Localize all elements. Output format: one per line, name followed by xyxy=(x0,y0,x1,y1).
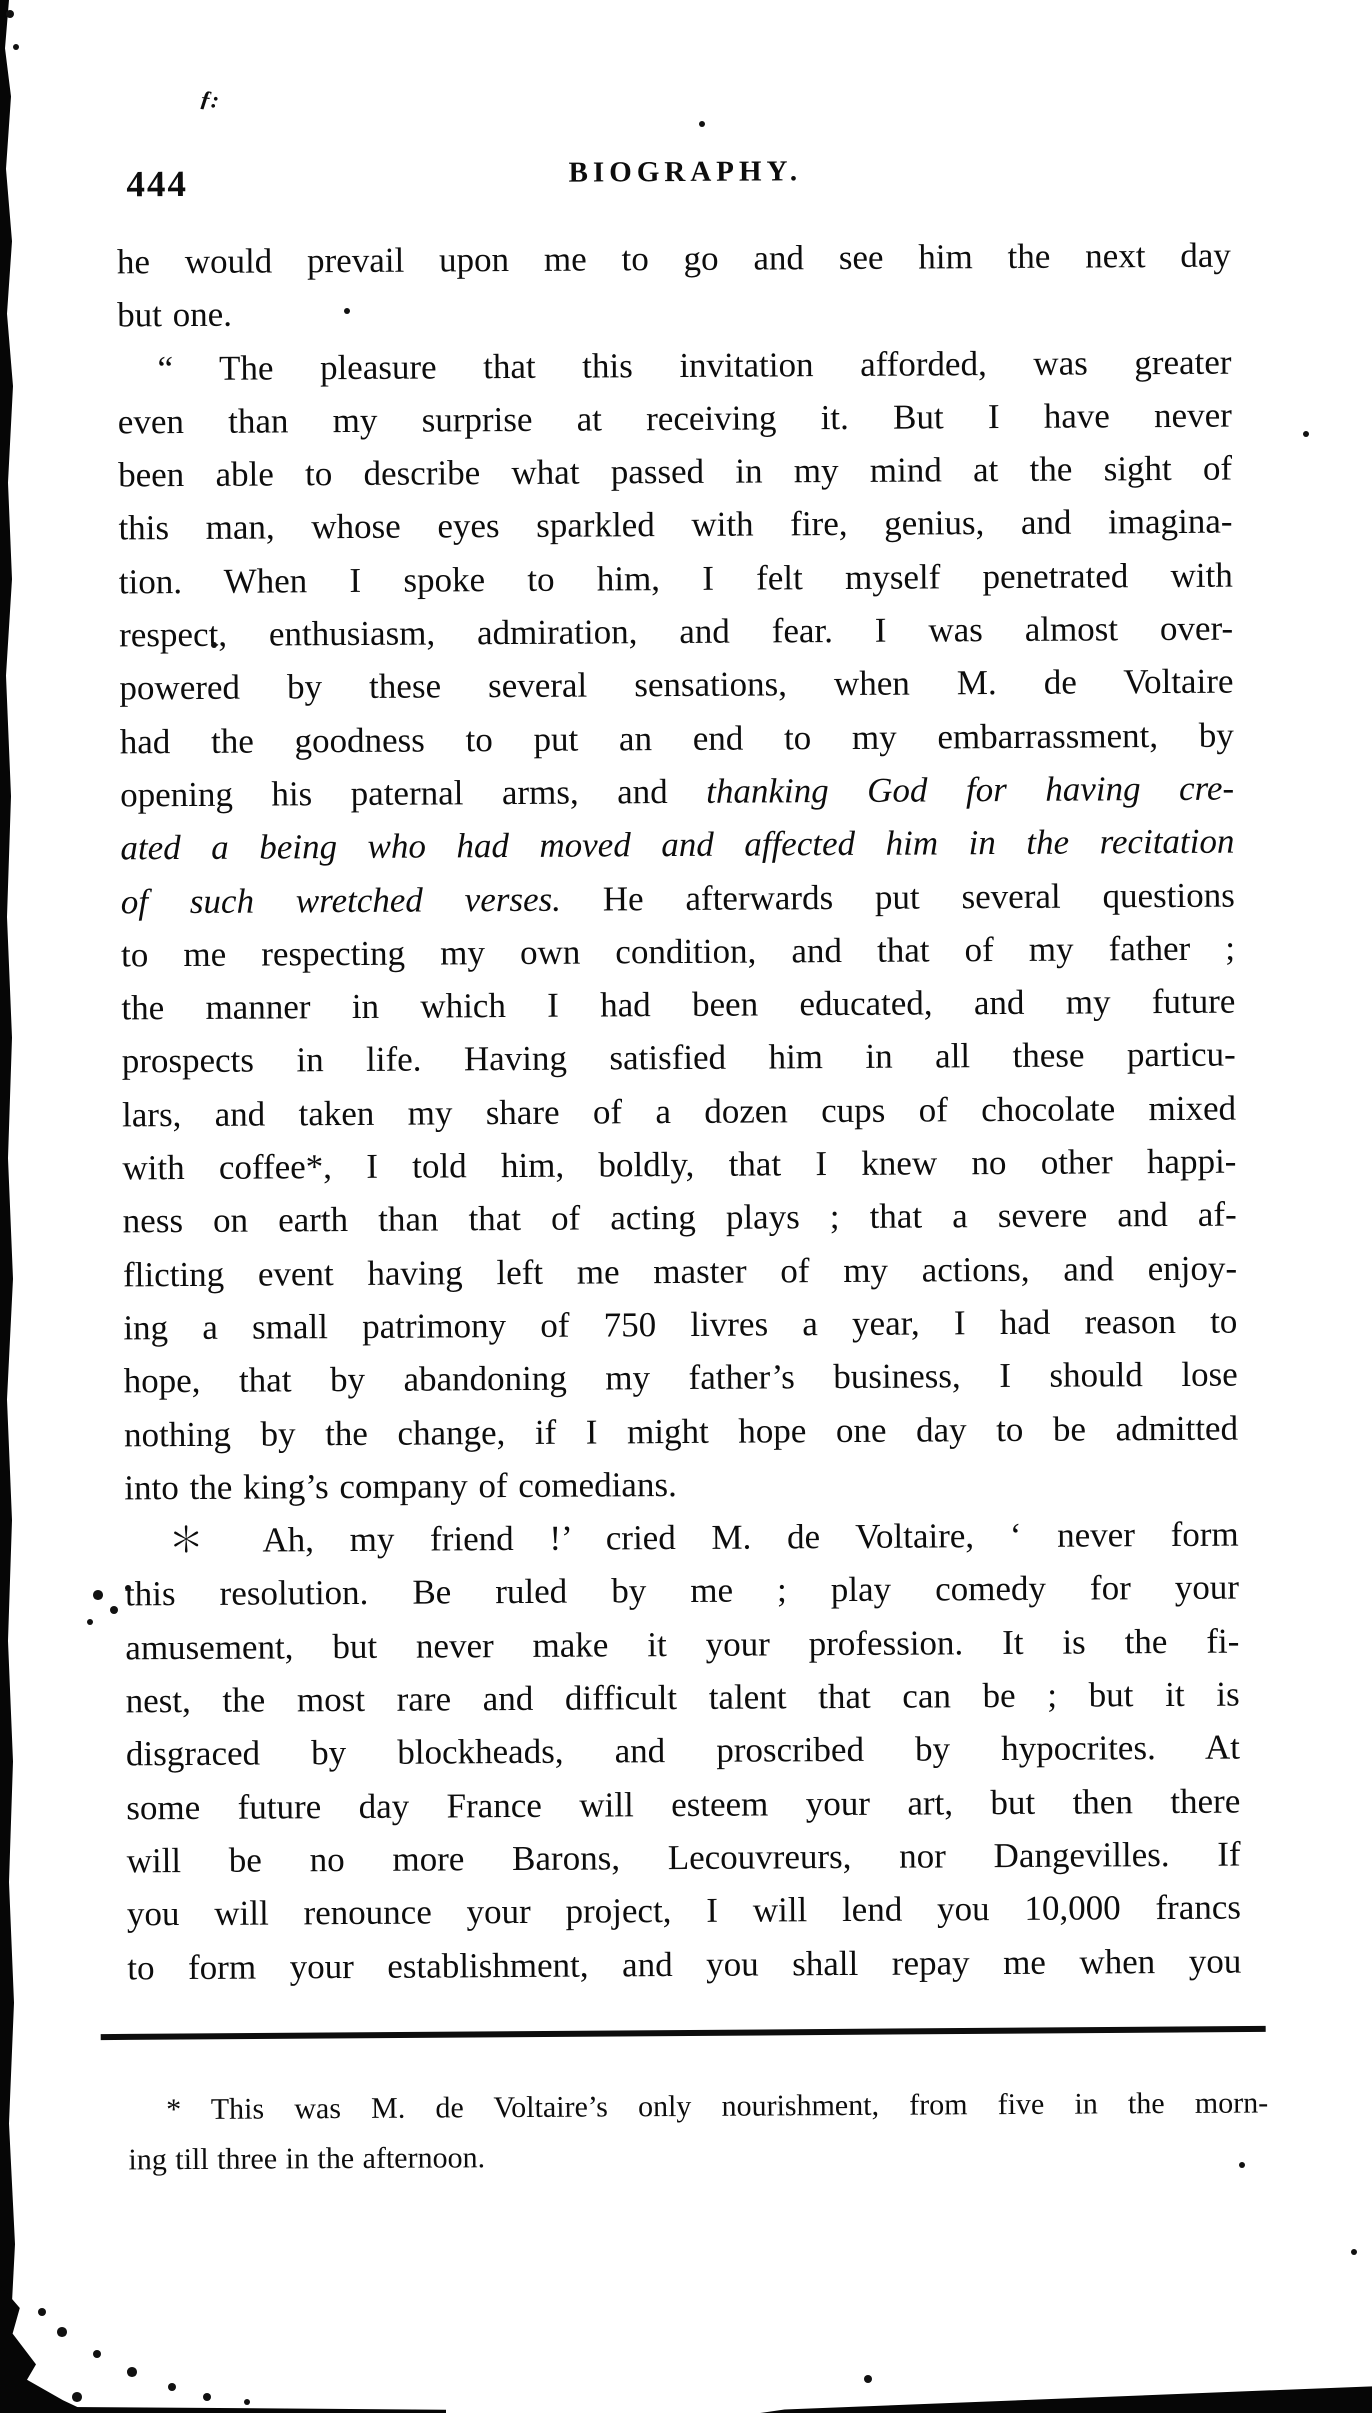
text-line xyxy=(121,975,1235,1035)
text-segment: some future day France will esteem your art, but then there xyxy=(126,1781,1241,1828)
italic-text-segment: thanking God for having cre- xyxy=(706,768,1235,811)
text-line xyxy=(121,921,1235,981)
text-segment: but one. xyxy=(117,295,233,335)
footnote-divider xyxy=(101,2026,1266,2040)
text-segment: opening his paternal arms, and xyxy=(120,771,707,815)
text-segment: this man, whose eyes sparkled with fire, genius, and imagina- xyxy=(118,502,1233,548)
text-line xyxy=(123,1295,1237,1355)
text-segment: ing a small patrimony of 750 livres a year, I had reason to xyxy=(123,1301,1238,1348)
text-segment: with coffee*, I told him, boldly, that I knew no other happi- xyxy=(122,1141,1237,1188)
text-segment: nothing by the change, if I might hope one day to be admitted xyxy=(123,1408,1239,1454)
text-line xyxy=(118,442,1232,502)
footnote-line: * This was M. de Voltaire’s only nourishment, from five in the morn- xyxy=(166,2086,1269,2127)
text-segment: He afterwards put several questions xyxy=(560,875,1235,919)
text-line xyxy=(120,762,1234,822)
text-line xyxy=(126,1721,1240,1781)
ink-mark: ƒ: xyxy=(198,85,221,114)
text-segment: into the king’s company of comedians. xyxy=(124,1464,677,1508)
text-line xyxy=(124,1401,1238,1461)
text-segment: tion. When I spoke to him, I felt myself penetrated with xyxy=(118,555,1233,602)
text-segment: the manner in which I had been educated, and my future xyxy=(121,981,1236,1028)
text-segment: ness on earth than that of acting plays ; that a severe and af- xyxy=(122,1194,1237,1241)
text-line xyxy=(127,1934,1241,1994)
text-line xyxy=(124,1348,1238,1408)
footnote xyxy=(128,2078,1269,2185)
body-text xyxy=(117,229,1242,1995)
text-line xyxy=(122,1135,1236,1195)
text-segment: lars, and taken my share of a dozen cups of chocolate mixed xyxy=(121,1088,1237,1135)
text-line xyxy=(123,1188,1237,1248)
scan-artifact-speckles xyxy=(0,0,4,4)
text-line xyxy=(123,1241,1237,1301)
text-line xyxy=(117,282,1231,342)
text-segment: even than my surprise at receiving it. But I have never xyxy=(117,395,1232,442)
footnote-line: ing till three in the afternoon. xyxy=(128,2141,486,2177)
text-line xyxy=(120,708,1234,768)
text-segment: hope, that by abandoning my father’s business, I should lose xyxy=(123,1354,1238,1401)
text-line xyxy=(126,1774,1240,1834)
text-segment: to form your establishment, and you shall repay me when you xyxy=(127,1941,1242,1987)
text-line xyxy=(122,1081,1236,1141)
text-segment: “ The pleasure that this invitation afforded, was greater xyxy=(157,342,1232,388)
italic-text-segment: of such wretched verses. xyxy=(120,879,562,921)
page-number: 444 xyxy=(126,163,189,206)
text-segment: ＊ Ah, my friend !’ cried M. de Voltaire, ‘ never form xyxy=(168,1514,1239,1561)
text-segment: he would prevail upon me to go and see him the next day xyxy=(116,235,1231,282)
text-segment: powered by these several sensations, when M. de Voltaire xyxy=(119,661,1234,708)
text-segment: amusement, but never make it your profession. It is the fi- xyxy=(125,1621,1240,1668)
text-line xyxy=(121,868,1235,928)
text-line xyxy=(125,1561,1239,1621)
text-segment: this resolution. Be ruled by me ; play comedy for your xyxy=(124,1568,1240,1614)
text-line xyxy=(118,389,1232,449)
text-segment: nest, the most rare and difficult talent that can be ; but it is xyxy=(125,1674,1240,1721)
text-line xyxy=(117,335,1231,395)
text-line xyxy=(119,655,1233,715)
text-segment: you will renounce your project, I will lend you 10,000 francs xyxy=(126,1887,1242,1934)
text-line xyxy=(119,602,1233,662)
text-line xyxy=(127,1881,1241,1941)
text-segment: prospects in life. Having satisfied him in all these particu- xyxy=(121,1035,1236,1081)
italic-text-segment: ated a being who had moved and affected him in the recitation xyxy=(120,821,1235,868)
text-line xyxy=(119,548,1233,608)
text-line xyxy=(125,1614,1239,1674)
text-line xyxy=(124,1454,1238,1514)
text-line xyxy=(118,495,1232,555)
text-segment: to me respecting my own condition, and that of my father ; xyxy=(120,928,1236,975)
text-segment: respect, enthusiasm, admiration, and fear. I was almost over- xyxy=(119,608,1234,655)
text-segment: flicting event having left me master of my actions, and enjoy- xyxy=(122,1248,1238,1295)
text-segment: disgraced by blockheads, and proscribed by hypocrites. At xyxy=(125,1727,1241,1774)
text-segment: been able to describe what passed in my mind at the sight of xyxy=(118,448,1233,495)
text-segment: will be no more Barons, Lecouvreurs, nor Dangevilles. If xyxy=(126,1834,1241,1881)
text-line xyxy=(126,1827,1240,1887)
text-segment: had the goodness to put an end to my embarrassment, by xyxy=(119,715,1234,762)
text-line xyxy=(125,1508,1239,1568)
text-line xyxy=(125,1668,1239,1728)
page-header xyxy=(116,153,1230,204)
text-line xyxy=(117,229,1231,289)
running-title: BIOGRAPHY. xyxy=(568,155,803,189)
text-line xyxy=(120,815,1234,875)
text-line xyxy=(122,1028,1236,1088)
